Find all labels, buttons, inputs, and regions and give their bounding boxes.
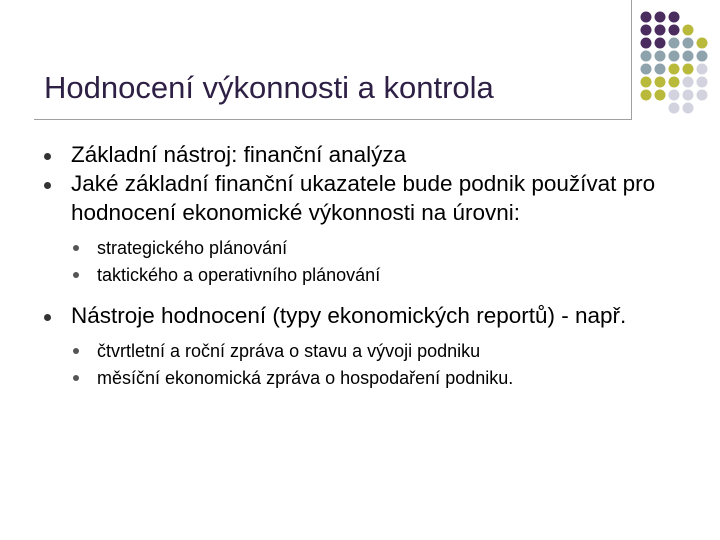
grid-dot	[669, 103, 680, 114]
sub-bullet-item	[44, 365, 674, 392]
grid-dot	[655, 51, 666, 62]
grid-dot	[683, 64, 694, 75]
bullet-dot-icon	[44, 314, 51, 321]
grid-dot	[697, 64, 708, 75]
grid-dot	[669, 38, 680, 49]
grid-dot	[655, 90, 666, 101]
sub-bullet-text: čtvrtletní a roční zpráva o stavu a vývoji podniku	[97, 341, 481, 361]
grid-dot	[641, 51, 652, 62]
grid-dot	[683, 25, 694, 36]
grid-dot	[655, 64, 666, 75]
grid-dot	[683, 51, 694, 62]
sub-bullet-item	[44, 338, 674, 365]
bullet-text: Nástroje hodnocení (typy ekonomických reportů) - např.	[71, 303, 627, 328]
sub-bullet-item	[44, 235, 674, 262]
bullet-dot-icon	[73, 272, 79, 278]
grid-dot	[683, 90, 694, 101]
bullet-dot-icon	[44, 153, 51, 160]
grid-dot	[669, 25, 680, 36]
grid-dot	[683, 103, 694, 114]
grid-dot	[697, 38, 708, 49]
title-divider	[34, 119, 632, 120]
bullet-text: Základní nástroj: finanční analýza	[71, 142, 407, 167]
grid-dot	[641, 90, 652, 101]
bullet-item	[44, 169, 674, 227]
grid-dot	[697, 77, 708, 88]
sub-bullet-text: měsíční ekonomická zpráva o hospodaření podniku.	[97, 368, 514, 388]
bullet-item	[44, 140, 674, 169]
grid-dot	[697, 90, 708, 101]
slide-title: Hodnocení výkonnosti a kontrola	[44, 70, 494, 105]
grid-dot	[655, 25, 666, 36]
grid-dot	[669, 90, 680, 101]
grid-dot	[655, 77, 666, 88]
bullet-dot-icon	[44, 182, 51, 189]
bullet-dot-icon	[73, 348, 79, 354]
grid-dot	[641, 12, 652, 23]
bullet-dot-icon	[73, 375, 79, 381]
sub-bullet-text: strategického plánování	[97, 238, 288, 258]
grid-dot	[655, 38, 666, 49]
grid-dot	[641, 64, 652, 75]
grid-dot	[683, 77, 694, 88]
grid-dot	[683, 38, 694, 49]
sub-bullet-text: taktického a operativního plánování	[97, 265, 381, 285]
decorative-dot-grid	[628, 0, 720, 120]
grid-dot	[669, 12, 680, 23]
grid-dot	[697, 51, 708, 62]
grid-dot	[641, 25, 652, 36]
grid-dot	[641, 38, 652, 49]
bullet-text: Jaké základní finanční ukazatele bude podnik používat pro hodnocení ekonomické výkonnosti na úrovni:	[71, 171, 656, 225]
bullet-dot-icon	[73, 245, 79, 251]
sub-bullet-item	[44, 262, 674, 289]
grid-dot	[641, 77, 652, 88]
bullet-list	[44, 140, 674, 392]
grid-dot	[669, 77, 680, 88]
grid-dot	[655, 12, 666, 23]
grid-dot	[669, 51, 680, 62]
grid-dot	[669, 64, 680, 75]
title-vertical-rule	[631, 0, 632, 120]
bullet-item	[44, 301, 674, 330]
